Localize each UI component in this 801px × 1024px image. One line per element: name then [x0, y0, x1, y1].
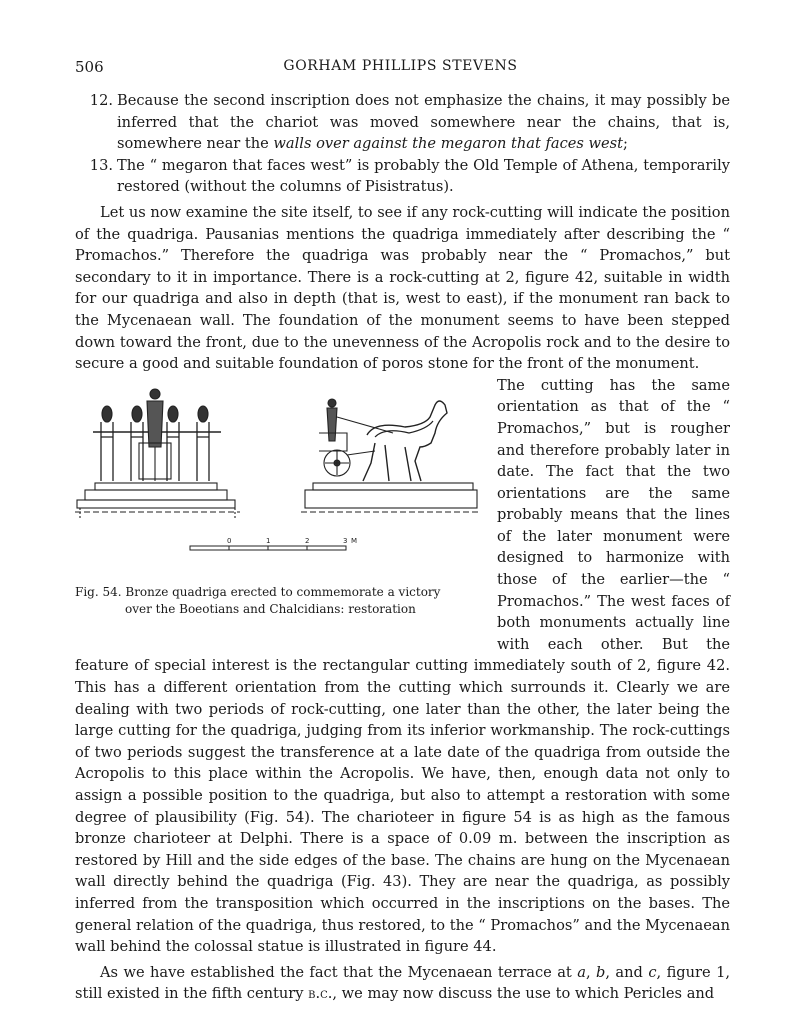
paragraph-2-part: ,: [585, 963, 597, 981]
side-elevation: [301, 399, 481, 512]
running-head: [0, 58, 801, 78]
list-text-emphasis: walls over against the megaron that faces west: [273, 135, 624, 153]
side-charioteer-head: [328, 399, 336, 407]
label-b: b: [596, 963, 606, 981]
charioteer-head: [150, 389, 160, 399]
scale-label: 0: [227, 536, 232, 545]
paragraph-2-part: , we may now discuss the use to which Pericles and: [332, 985, 715, 1003]
paragraph-1-rest: The cutting has the same orientation as that of the “ Promachos,” but is rougher and therefore probably later in date. The fact that the two orientations are the same probably means that the lines of the later monument were designed to harmonize with those of the earlier—the “ Promachos.” The west faces of both monuments actually line with each other. But the feature of special interest is the rectangular cutting immediately south of 2, figure 42. This has a different orientation from the cutting which surrounds it. Clearly we are dealing with two periods of rock-cutting, one later than the other, the later being the large cutting for the quadriga, judging from its inferior workmanship. The rock-cuttings of two periods suggest the transference at a late date of the quadriga from outside the Acropolis to this place within the Acropolis. We have, then, enough data not only to assign a possible position to the quadriga, but also to attempt a restoration with some degree of plausibility (Fig. 54). The charioteer in figure 54 is as high as the famous bronze charioteer at Delphi. There is a space of 0.09 m. between the inscription as restored by Hill and the side edges of the base. The chains are hung on the Mycenaean wall directly behind the quadriga (Fig. 43). They are near the quadriga, as possibly inferred from the transposition which occurred in the inscriptions on the bases. The general relation of the quadriga, thus restored, to the “ Promachos” and the Mycenaean wall behind the colossal statue is illustrated in figure 44.: [75, 376, 730, 956]
era-abbreviation: b.c.: [308, 985, 333, 1003]
list-number: 13.: [89, 156, 113, 174]
list-item-12: [75, 90, 730, 155]
side-base-top: [313, 483, 473, 490]
scale-label: 3: [343, 536, 348, 545]
scale-label: 2: [305, 536, 310, 545]
list-text-part: ;: [623, 135, 628, 153]
paragraph-2-part: As we have established the fact that the Mycenaean terrace at: [100, 963, 578, 981]
list-number: 12.: [89, 92, 113, 109]
base-top: [95, 483, 217, 490]
side-charioteer-body: [327, 408, 337, 441]
base-bottom: [77, 500, 235, 508]
label-c: c: [648, 963, 657, 981]
quadriga-illustration: [75, 377, 483, 582]
base-middle: [85, 490, 227, 500]
chariot-pole: [347, 451, 375, 455]
paragraph-2-part: , figure 1, still existed in the fifth century: [75, 963, 731, 1003]
figure-54: [75, 377, 483, 649]
list-item-13: [75, 155, 730, 198]
scale-bar: [190, 546, 346, 550]
list-text: [117, 90, 730, 155]
paragraph-2-part: , and: [605, 963, 649, 981]
front-elevation: [75, 389, 240, 519]
caption-line-1: Fig. 54. Bronze quadriga erected to commemorate a victory: [75, 584, 441, 599]
running-title: GORHAM PHILLIPS STEVENS: [283, 58, 518, 74]
label-a: a: [577, 963, 586, 981]
list-text: The “ megaron that faces west” is probably the Old Temple of Athena, temporarily restored (without the columns of Pisistratus).: [117, 156, 730, 196]
figure-caption: [75, 584, 483, 618]
body-text: [75, 90, 730, 1005]
list-text-part: Because the second inscription does not emphasize the chains, it may possibly be inferred that the chariot was moved somewhere near the chains, that is, somewhere near the: [117, 92, 730, 153]
page-number: 506: [75, 58, 104, 76]
charioteer-body: [147, 401, 163, 447]
scale-label: 1: [266, 536, 271, 545]
paragraph-2: [75, 962, 730, 1005]
side-base-bottom: [305, 490, 477, 508]
scale-label: M: [351, 536, 358, 545]
side-horses: [363, 401, 447, 481]
caption-line-2: over the Boeotians and Chalcidians: restoration: [125, 601, 416, 616]
paragraph-1-lead: Let us now examine the site itself, to see if any rock-cutting will indicate the position of the quadriga. Pausanias mentions the quadriga immediately after describing the “ Promachos.” Therefore the quadriga was probably near the “ Promachos,” but secondary to it in importance. There is a rock-cutting at 2, figure 42, suitable in width for our quadriga and also in depth (that is, west to east), if the monument ran back to the Mycenaean wall. The foundation of the monument seems to have been stepped down toward the front, due to the unevenness of the Acropolis rock and to the desire to secure a good and suitable foundation of poros stone for the front of the monument.: [75, 203, 730, 373]
